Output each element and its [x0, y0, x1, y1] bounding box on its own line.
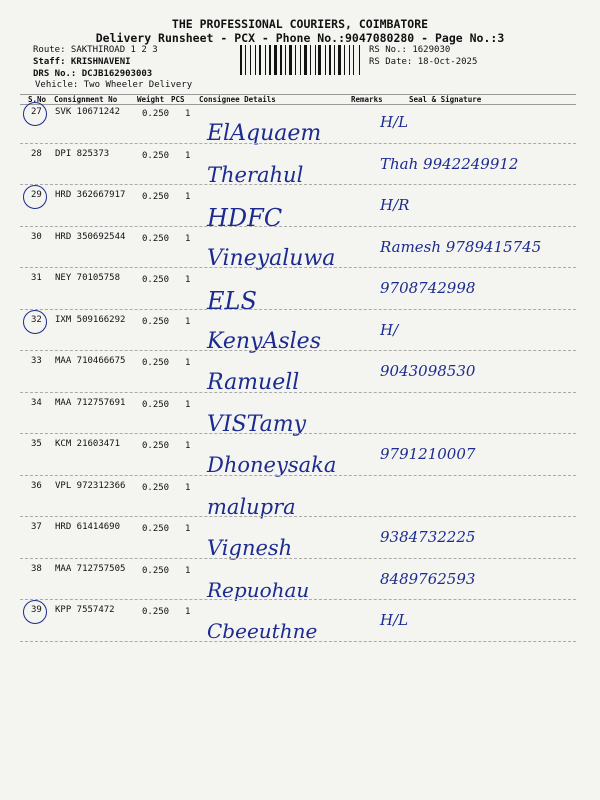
- row-consignment: HRD 362667917: [55, 190, 126, 200]
- row-consignment: MAA 710466675: [55, 356, 126, 366]
- row-sno: 30: [31, 231, 42, 242]
- row-sno: 36: [31, 480, 42, 491]
- row-pcs: 1: [185, 441, 191, 451]
- row-signature-handwritten: H/L: [380, 113, 409, 131]
- row-divider: [20, 267, 576, 268]
- row-sno: 33: [31, 356, 42, 366]
- row-divider: [20, 433, 576, 434]
- row-signature-handwritten: Thah 9942249912: [380, 154, 519, 173]
- row-consignee-handwritten: KenyAsles: [207, 328, 321, 354]
- rs-number: RS No.: 1629030: [369, 45, 451, 55]
- row-sno: 37: [31, 522, 42, 532]
- row-divider: [20, 184, 576, 185]
- drs-label: DRS No.: DCJB162903003: [33, 69, 153, 79]
- row-divider: [20, 392, 576, 393]
- row-pcs: 1: [185, 233, 191, 244]
- row-consignee-handwritten: Dhoneysaka: [207, 453, 337, 477]
- row-signature-handwritten: 9384732225: [380, 528, 476, 546]
- col-header-seal: Seal & Signature: [409, 95, 482, 104]
- row-weight: 0.250: [142, 482, 170, 493]
- row-pcs: 1: [185, 109, 191, 119]
- runsheet-subtitle: Delivery Runsheet - PCX - Phone No.:9047080280 - Page No.:3: [95, 31, 505, 45]
- row-divider: [20, 350, 576, 351]
- row-consignee-handwritten: ElAquaem: [207, 121, 322, 146]
- staff-label: Staff: KRISHNAVENI: [33, 57, 131, 67]
- row-consignment: KPP 7557472: [55, 605, 115, 615]
- header-top-rule: [20, 94, 576, 95]
- col-header-consignment: Consignment No: [54, 95, 118, 104]
- row-consignment: MAA 712757505: [55, 563, 126, 574]
- row-pcs: 1: [185, 565, 191, 576]
- sno-circle-mark: [23, 185, 47, 209]
- row-weight: 0.250: [142, 607, 170, 617]
- row-consignee-handwritten: HDFC: [207, 204, 283, 232]
- row-consignment: SVK 10671242: [55, 107, 121, 117]
- row-consignee-handwritten: Cbeeuthne: [207, 619, 318, 643]
- row-divider: [20, 599, 576, 600]
- row-pcs: 1: [185, 607, 191, 617]
- row-weight: 0.250: [142, 275, 170, 285]
- row-consignee-handwritten: VISTamy: [207, 411, 307, 437]
- row-signature-handwritten: 9043098530: [380, 362, 476, 380]
- row-consignment: HRD 61414690: [55, 522, 121, 532]
- row-pcs: 1: [185, 275, 191, 285]
- row-consignment: DPI 825373: [55, 148, 110, 159]
- row-consignee-handwritten: malupra: [207, 494, 296, 519]
- row-weight: 0.250: [142, 316, 170, 327]
- row-weight: 0.250: [142, 358, 170, 368]
- row-consignee-handwritten: ELS: [207, 287, 257, 315]
- row-divider: [20, 641, 576, 642]
- row-pcs: 1: [185, 316, 191, 327]
- row-divider: [20, 475, 576, 476]
- row-consignee-handwritten: Repuohau: [207, 577, 310, 602]
- col-header-consignee: Consignee Details: [199, 95, 276, 104]
- row-consignee-handwritten: Vignesh: [207, 536, 293, 560]
- barcode-image: [240, 45, 364, 75]
- row-consignee-handwritten: Therahul: [207, 162, 304, 187]
- col-header-weight: Weight: [137, 95, 165, 104]
- company-title: THE PROFESSIONAL COURIERS, COIMBATORE: [171, 17, 429, 31]
- row-weight: 0.250: [142, 192, 170, 202]
- row-signature-handwritten: H/: [380, 320, 399, 339]
- row-consignment: IXM 509166292: [55, 314, 126, 325]
- row-sno: 31: [31, 273, 42, 283]
- row-weight: 0.250: [142, 441, 170, 451]
- row-signature-handwritten: H/R: [380, 196, 410, 214]
- row-divider: [20, 143, 576, 144]
- row-weight: 0.250: [142, 109, 170, 119]
- row-signature-handwritten: 9791210007: [380, 445, 476, 463]
- header-bottom-rule: [20, 104, 576, 105]
- row-signature-handwritten: 9708742998: [380, 279, 476, 297]
- row-sno: 32: [31, 314, 42, 325]
- sno-circle-mark: [23, 600, 47, 624]
- row-signature-handwritten: Ramesh 9789415745: [380, 237, 542, 256]
- row-divider: [20, 558, 576, 559]
- row-signature-handwritten: 8489762593: [380, 569, 476, 588]
- row-divider: [20, 309, 576, 310]
- row-pcs: 1: [185, 192, 191, 202]
- col-header-remarks: Remarks: [351, 95, 383, 104]
- row-consignment: MAA 712757691: [55, 397, 126, 408]
- row-consignee-handwritten: Ramuell: [207, 370, 300, 395]
- row-sno: 34: [31, 397, 42, 408]
- vehicle-label: Vehicle: Two Wheeler Delivery: [35, 80, 193, 90]
- row-sno: 39: [31, 605, 42, 615]
- route-label: Route: SAKTHIROAD 1 2 3: [33, 45, 158, 55]
- row-pcs: 1: [185, 150, 191, 161]
- row-weight: 0.250: [142, 524, 170, 534]
- row-sno: 28: [31, 148, 42, 159]
- row-pcs: 1: [185, 482, 191, 493]
- row-consignment: HRD 350692544: [55, 231, 126, 242]
- col-header-pcs: PCS: [171, 95, 185, 104]
- rs-date: RS Date: 18-Oct-2025: [369, 57, 478, 67]
- row-sno: 27: [31, 107, 42, 117]
- row-pcs: 1: [185, 399, 191, 410]
- sno-circle-mark: [23, 102, 47, 126]
- row-pcs: 1: [185, 524, 191, 534]
- row-divider: [20, 516, 576, 517]
- row-signature-handwritten: H/L: [380, 611, 409, 629]
- row-weight: 0.250: [142, 150, 170, 161]
- row-sno: 35: [31, 439, 42, 449]
- row-consignee-handwritten: Vineyaluwa: [207, 245, 336, 271]
- row-consignment: NEY 70105758: [55, 273, 121, 283]
- row-weight: 0.250: [142, 565, 170, 576]
- row-sno: 29: [31, 190, 42, 200]
- sno-circle-mark: [23, 310, 47, 334]
- row-divider: [20, 226, 576, 227]
- row-weight: 0.250: [142, 399, 170, 410]
- row-pcs: 1: [185, 358, 191, 368]
- row-consignment: VPL 972312366: [55, 480, 126, 491]
- row-consignment: KCM 21603471: [55, 439, 121, 449]
- row-weight: 0.250: [142, 233, 170, 244]
- row-sno: 38: [31, 563, 42, 574]
- col-header-sno: S.No: [28, 95, 47, 104]
